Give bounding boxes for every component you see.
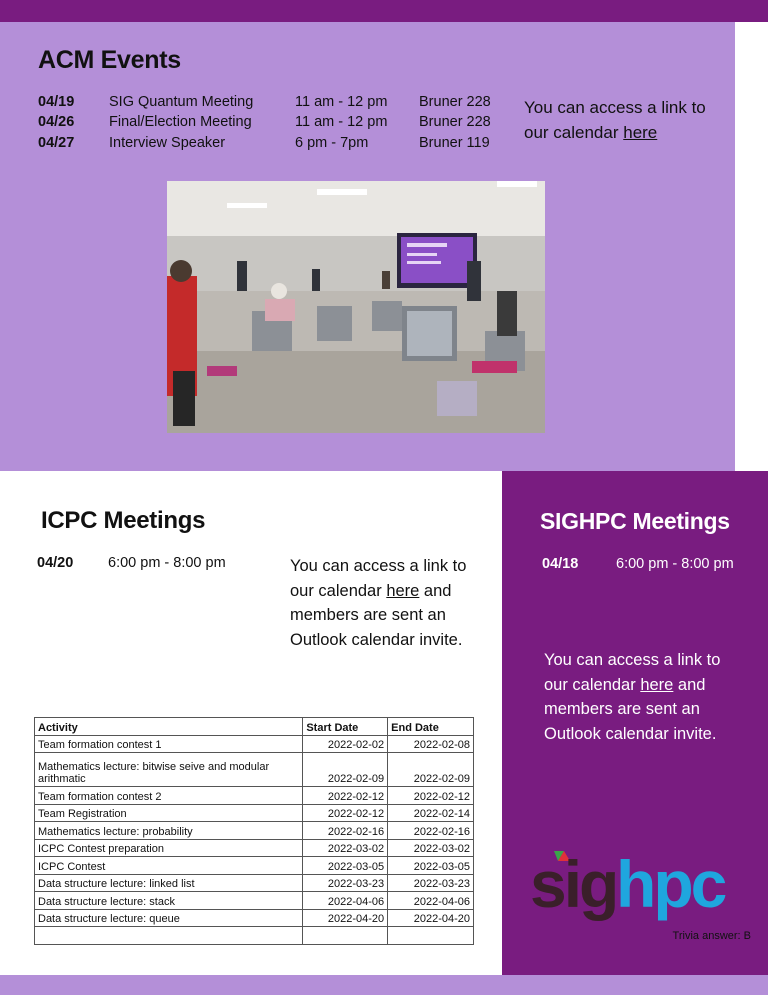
start-date-cell: 2022-02-02: [303, 735, 388, 753]
event-time: 11 am - 12 pm: [295, 114, 388, 130]
start-date-cell: 2022-03-23: [303, 874, 388, 892]
bottom-bar: [0, 975, 768, 995]
meeting-photo: [167, 181, 545, 433]
activity-cell: [35, 927, 303, 945]
note-text: You can access a link to our calendar: [544, 651, 721, 694]
event-date: 04/19: [38, 94, 75, 110]
event-time: 6 pm - 7pm: [295, 135, 369, 151]
meeting-date: 04/18: [542, 556, 579, 572]
activity-cell: Team formation contest 1: [35, 735, 303, 753]
start-date-cell: 2022-04-06: [303, 892, 388, 910]
note-text: and members are sent an Outlook calendar invite.: [544, 675, 717, 743]
end-date-cell: 2022-02-12: [388, 787, 474, 805]
note-text: You can access a link to our calendar: [524, 98, 706, 142]
sighpc-calendar-note: [544, 648, 744, 746]
event-date: 04/26: [38, 114, 75, 130]
start-date-cell: 2022-03-05: [303, 857, 388, 875]
logo-text-hpc: hpc: [616, 849, 725, 921]
activity-cell: Team Registration: [35, 804, 303, 822]
sighpc-panel: [502, 471, 768, 975]
acm-calendar-note: [524, 95, 724, 145]
end-date-cell: 2022-02-08: [388, 735, 474, 753]
sighpc-logo: [530, 849, 736, 931]
table-row: [35, 839, 474, 857]
acm-calendar-link[interactable]: here: [623, 123, 658, 142]
start-date-cell: 2022-02-12: [303, 787, 388, 805]
event-date: 04/27: [38, 135, 75, 151]
table-row: [35, 822, 474, 840]
table-row: [35, 909, 474, 927]
event-room: Bruner 228: [419, 94, 491, 110]
end-date-cell: 2022-03-23: [388, 874, 474, 892]
acm-events-title: ACM Events: [38, 46, 181, 74]
sighpc-meetings-title: SIGHPC Meetings: [540, 508, 730, 534]
start-date-cell: 2022-03-02: [303, 839, 388, 857]
end-date-cell: 2022-02-14: [388, 804, 474, 822]
table-row-empty: [35, 927, 474, 945]
meeting-time: 6:00 pm - 8:00 pm: [616, 556, 734, 572]
icpc-meetings-title: ICPC Meetings: [41, 507, 206, 534]
meeting-photo-illustration: [167, 181, 545, 433]
icpc-schedule-table: [34, 717, 474, 945]
activity-cell: Data structure lecture: linked list: [35, 874, 303, 892]
note-text: and members are sent an Outlook calendar invite.: [290, 581, 463, 649]
event-room: Bruner 119: [419, 135, 490, 151]
end-date-cell: 2022-04-06: [388, 892, 474, 910]
end-date-cell: 2022-04-20: [388, 909, 474, 927]
start-date-cell: 2022-04-20: [303, 909, 388, 927]
event-name: Interview Speaker: [109, 135, 226, 151]
event-room: Bruner 228: [419, 114, 491, 130]
activity-cell: ICPC Contest preparation: [35, 839, 303, 857]
acm-events-panel: [0, 22, 735, 471]
meeting-date: 04/20: [37, 555, 74, 571]
activity-cell: Data structure lecture: queue: [35, 909, 303, 927]
sighpc-calendar-link[interactable]: here: [640, 675, 674, 694]
header-end-date: End Date: [388, 718, 474, 736]
start-date-cell: [303, 927, 388, 945]
event-name: Final/Election Meeting: [109, 114, 252, 130]
start-date-cell: 2022-02-09: [303, 753, 388, 787]
table-row: [35, 787, 474, 805]
table-row: [35, 753, 474, 787]
activity-cell: Data structure lecture: stack: [35, 892, 303, 910]
start-date-cell: 2022-02-16: [303, 822, 388, 840]
table-row: [35, 735, 474, 753]
header-activity: Activity: [35, 718, 303, 736]
logo-text-sig: sig: [530, 849, 617, 921]
icpc-calendar-note: [290, 554, 490, 652]
table-header-row: [35, 718, 474, 736]
event-time: 11 am - 12 pm: [295, 94, 388, 110]
table-row: [35, 804, 474, 822]
end-date-cell: 2022-03-02: [388, 839, 474, 857]
note-text: You can access a link to our calendar: [290, 557, 467, 600]
meeting-time: 6:00 pm - 8:00 pm: [108, 555, 226, 571]
end-date-cell: 2022-02-09: [388, 753, 474, 787]
activity-cell: Team formation contest 2: [35, 787, 303, 805]
trivia-answer: Trivia answer: B: [672, 930, 751, 942]
end-date-cell: [388, 927, 474, 945]
top-bar: [0, 0, 768, 22]
table-row: [35, 874, 474, 892]
table-row: [35, 892, 474, 910]
activity-cell: Mathematics lecture: probability: [35, 822, 303, 840]
end-date-cell: 2022-02-16: [388, 822, 474, 840]
activity-cell: Mathematics lecture: bitwise seive and modular arithmatic: [35, 753, 303, 787]
end-date-cell: 2022-03-05: [388, 857, 474, 875]
header-start-date: Start Date: [303, 718, 388, 736]
table-row: [35, 857, 474, 875]
activity-cell: ICPC Contest: [35, 857, 303, 875]
event-name: SIG Quantum Meeting: [109, 94, 254, 110]
start-date-cell: 2022-02-12: [303, 804, 388, 822]
icpc-calendar-link[interactable]: here: [386, 581, 420, 600]
